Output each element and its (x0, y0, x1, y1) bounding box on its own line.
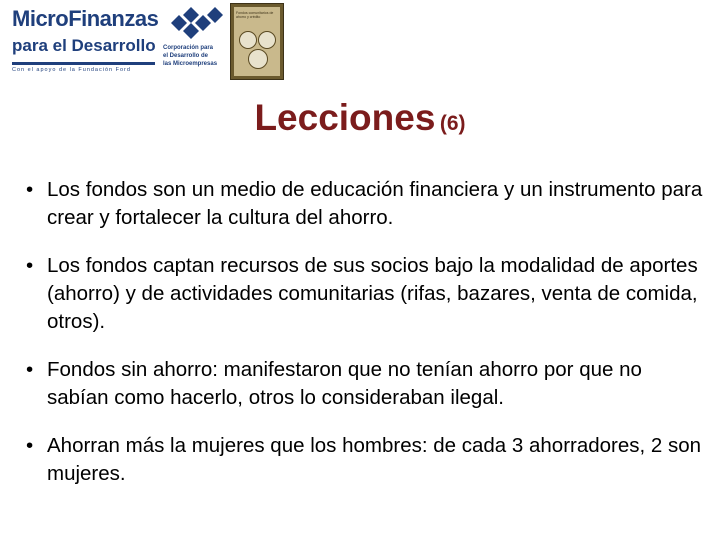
diamond-grid-icon (163, 6, 223, 40)
microfinanzas-logo (10, 6, 159, 76)
book-photo-circle (258, 31, 276, 49)
bullet-text: Los fondos captan recursos de sus socios bajo la modalidad de aportes (ahorro) y de actividades comunitarias (rifas, bazares, venta de comida, otros). (47, 254, 698, 333)
bullet-item (26, 176, 706, 232)
slide-header (0, 0, 720, 84)
corporacion-logo (163, 6, 225, 78)
book-cover-image (230, 3, 284, 80)
logo-subtitle: para el Desarrollo (12, 36, 156, 55)
book-cover-inner (234, 7, 280, 76)
slide-title-number: (6) (439, 112, 466, 135)
bullet-text: Los fondos son un medio de educación financiera y un instrumento para crear y fortalecer la cultura del ahorro. (47, 178, 703, 229)
bullet-item (26, 356, 706, 412)
book-photo-circle (239, 31, 257, 49)
corporacion-text-line: el Desarrollo de (163, 53, 209, 59)
logo-sponsor-text: Con el apoyo de la Fundación Ford (12, 67, 131, 73)
logo-finanzas-text: Finanzas (68, 6, 159, 31)
bullet-icon: • (26, 254, 34, 277)
corporacion-logo-text (163, 44, 217, 68)
bullet-text: Ahorran más la mujeres que los hombres: de cada 3 ahorradores, 2 son mujeres. (47, 434, 702, 485)
bullet-list (26, 176, 706, 508)
bullet-item (26, 432, 706, 488)
slide-title (0, 92, 720, 152)
bullet-icon: • (26, 358, 34, 381)
logo-divider (12, 62, 155, 65)
bullet-icon: • (26, 178, 34, 201)
bullet-icon: • (26, 434, 34, 457)
bullet-item (26, 252, 706, 336)
bullet-text: Fondos sin ahorro: manifestaron que no tenían ahorro por que no sabían como hacerlo, otros lo consideraban ilegal. (47, 358, 642, 409)
book-cover-title: Fondos comunitarios de ahorro y crédito (236, 11, 274, 19)
logo-micro-text: Micro (12, 6, 69, 31)
corporacion-text-line: las Microempresas (163, 61, 218, 67)
corporacion-text-line: Corporación para (163, 45, 214, 51)
book-photo-circle (248, 49, 268, 69)
slide-title-text: Lecciones (254, 97, 436, 138)
microfinanzas-logo-title (12, 6, 158, 32)
